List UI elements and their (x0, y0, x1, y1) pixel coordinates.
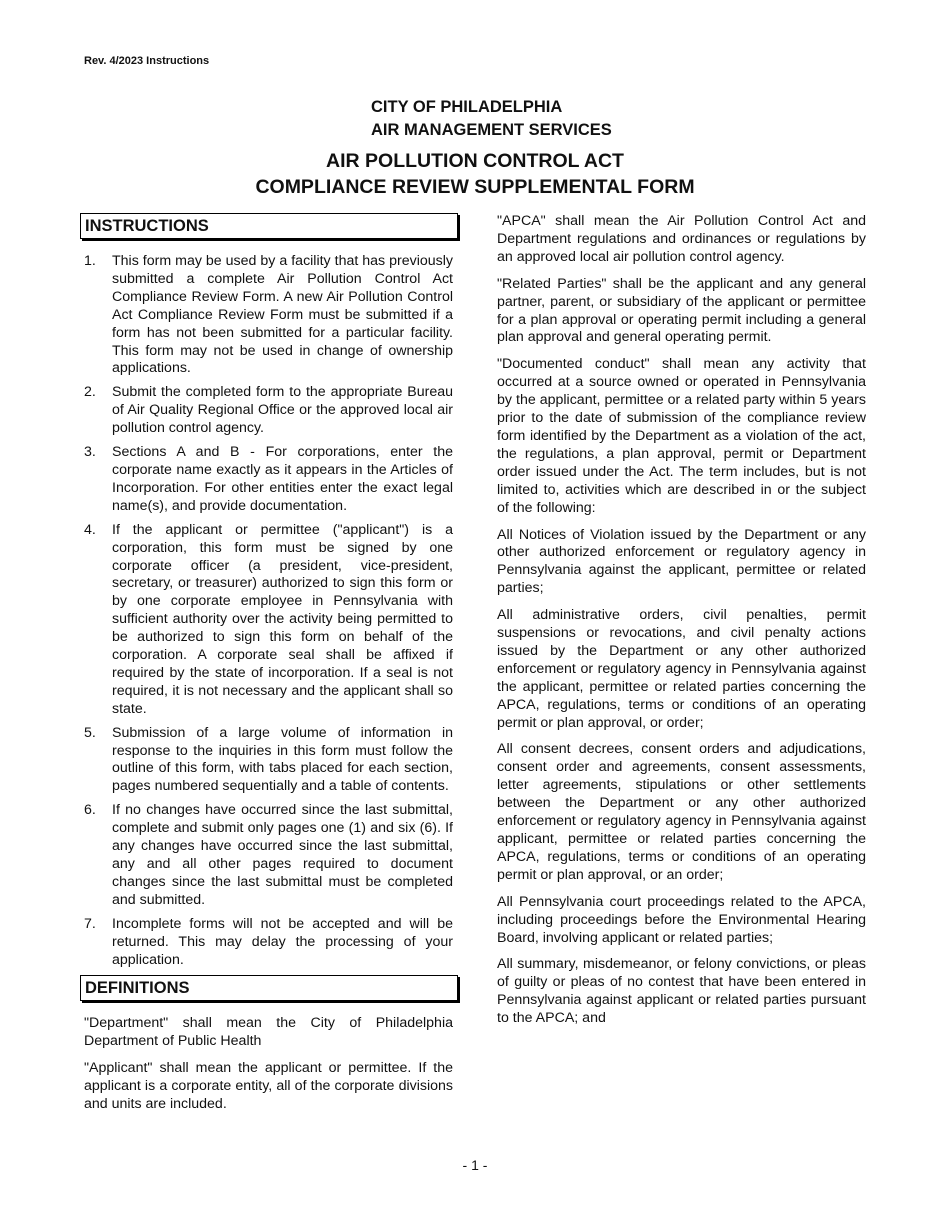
left-column (80, 213, 458, 1123)
org-city: CITY OF PHILADELPHIA (371, 98, 563, 116)
instruction-number: 2. (84, 384, 96, 401)
conduct-court-proceedings: All Pennsylvania court proceedings related to the APCA, including proceedings before the Environmental Hearing Board, involving applicant or related parties; (497, 893, 866, 946)
definition-applicant: "Applicant" shall mean the applicant or permittee. If the applicant is a corporate entity, all of the corporate divisions and units are included. (84, 1060, 453, 1113)
instruction-text: Sections A and B - For corporations, enter the corporate name exactly as it appears in the Articles of Incorporation. For other entities enter the exact legal name(s), and provide documentation. (112, 444, 453, 514)
definitions-left (80, 1015, 458, 1114)
instruction-item (80, 802, 453, 909)
right-column (497, 213, 866, 1037)
organization-header (371, 96, 612, 142)
instruction-number: 1. (84, 253, 96, 269)
instruction-text: This form may be used by a facility that has previously submitted a complete Air Pollution Control Act Compliance Review Form. A new Air Pollution Control Act Compliance Review Form must be submitted if a form has not been submitted for a particular facility. This form may not be used in change of ownership applications. (112, 253, 453, 377)
instruction-item (80, 916, 453, 970)
instruction-item (80, 444, 453, 516)
definitions-heading: DEFINITIONS (80, 975, 458, 1001)
instruction-text: If no changes have occurred since the last submittal, complete and submit only pages one (1) and six (6). If any changes have occurred since the last submittal, any and all other pages required to document changes since the last submittal must be completed and submitted. (112, 802, 453, 908)
instructions-list (80, 253, 458, 969)
page-number: - 1 - (462, 1157, 488, 1173)
conduct-notices-of-violation: All Notices of Violation issued by the Department or any other authorized enforcement or regulatory agency in Pennsylvania against the applicant, permittee or related parties; (497, 526, 866, 597)
conduct-convictions: All summary, misdemeanor, or felony convictions, or pleas of guilty or pleas of no contest that have been entered in Pennsylvania against applicant or related parties pursuant to the APCA; and (497, 956, 866, 1027)
instruction-number: 5. (84, 724, 96, 741)
org-department: AIR MANAGEMENT SERVICES (371, 121, 612, 139)
form-title-line1: AIR POLLUTION CONTROL ACT (326, 150, 624, 172)
definition-documented-conduct: "Documented conduct" shall mean any activity that occurred at a source owned or operated in Pennsylvania by the applicant, permittee or a related party within 5 years prior to the date of submission of the compliance review form identified by the Department as a violation of the act, the regulations, a plan approval, permit or Department order issued under the Act. The term includes, but is not limited to, activities which are described in or the subject of the following: (497, 356, 866, 516)
instruction-item (80, 384, 453, 438)
instruction-text: Submit the completed form to the appropriate Bureau of Air Quality Regional Office or the approved local air pollution control agency. (112, 384, 453, 437)
conduct-administrative-orders: All administrative orders, civil penalties, permit suspensions or revocations, and civil penalty actions issued by the Department or any other authorized enforcement or regulatory agency in Pennsylvania against the applicant, permittee or related parties concerning the APCA, regulations, terms or conditions of an operating permit or plan approval, or order; (497, 607, 866, 731)
conduct-consent-decrees: All consent decrees, consent orders and adjudications, consent order and agreements, consent assessments, letter agreements, stipulations or other settlements between the Department or any other authorized enforcement or regulatory agency in Pennsylvania against applicant, permittee or related parties concerning the APCA, regulations, terms or conditions of an operating permit or plan approval, or an order; (497, 741, 866, 883)
instruction-number: 7. (84, 915, 96, 932)
instructions-heading: INSTRUCTIONS (80, 213, 458, 239)
instruction-text: If the applicant or permittee ("applicant") is a corporation, this form must be signed by one corporate officer (a president, vice-president, secretary, or treasurer) authorized to sign this form or by one corporate employee in Pennsylvania with sufficient authority over the activity being permitted to be authorized to sign this form on behalf of the corporation. A corporate seal shall be affixed if required by the state of incorporation. If a seal is not required, it is not necessary and the applicant shall so state. (112, 521, 453, 717)
definition-department: "Department" shall mean the City of Philadelphia Department of Public Health (84, 1015, 453, 1050)
form-title-line2: COMPLIANCE REVIEW SUPPLEMENTAL FORM (255, 176, 695, 198)
instruction-number: 3. (84, 444, 96, 461)
definition-apca: "APCA" shall mean the Air Pollution Control Act and Department regulations and ordinances or regulations by an approved local air pollution control agency. (497, 213, 866, 265)
instruction-number: 6. (84, 802, 96, 819)
definition-related-parties: "Related Parties" shall be the applicant and any general partner, parent, or subsidiary of the applicant or permittee for a plan approval or operating permit including a general plan approval and general operating permit. (497, 275, 866, 346)
instruction-item (80, 522, 453, 719)
instruction-number: 4. (84, 521, 96, 538)
instruction-text: Submission of a large volume of information in response to the inquiries in this form must follow the outline of this form, with tabs placed for each section, pages numbered sequentially and a table of contents. (112, 724, 453, 795)
form-title (0, 148, 950, 200)
instruction-item (80, 725, 453, 797)
revision-label: Rev. 4/2023 Instructions (84, 55, 210, 67)
instruction-text: Incomplete forms will not be accepted and will be returned. This may delay the processing of your application. (112, 915, 453, 968)
instruction-item (80, 253, 453, 378)
